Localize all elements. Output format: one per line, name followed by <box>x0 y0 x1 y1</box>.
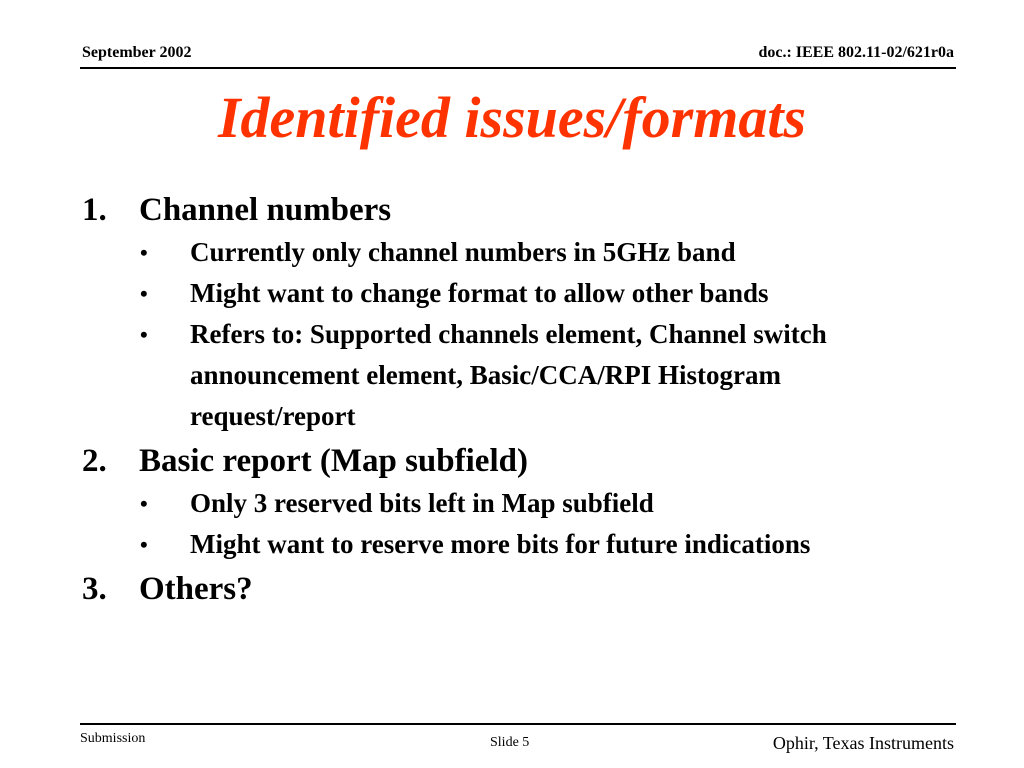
item-text: Channel numbers <box>139 192 392 228</box>
bullet-item <box>140 273 962 314</box>
bullet-item <box>140 524 962 565</box>
bullet-text: Refers to: Supported channels element, Channel switch announcement element, Basic/CCA/RPI Histogram request/report <box>190 319 827 431</box>
numbered-item <box>82 439 962 483</box>
bullet-icon: • <box>140 240 148 265</box>
numbered-item <box>82 188 962 232</box>
bullet-icon: • <box>140 322 148 347</box>
slide-title: Identified issues/formats <box>217 85 807 150</box>
bullet-item <box>140 232 962 273</box>
bullet-text: Only 3 reserved bits left in Map subfield <box>190 488 654 518</box>
bullet-item <box>140 314 962 437</box>
header-divider <box>80 67 956 69</box>
bullet-icon: • <box>140 532 148 557</box>
footer-divider <box>80 723 956 725</box>
footer-slide-number: Slide 5 <box>490 735 530 750</box>
item-text: Basic report (Map subfield) <box>139 443 528 479</box>
slide-content <box>82 188 962 611</box>
bullet-icon: • <box>140 281 148 306</box>
header-doc-id: doc.: IEEE 802.11-02/621r0a <box>758 44 954 61</box>
bullet-text: Might want to reserve more bits for future indications <box>190 529 811 559</box>
bullet-text: Currently only channel numbers in 5GHz band <box>190 237 736 267</box>
numbered-item <box>82 567 962 611</box>
item-number: 3. <box>82 571 107 607</box>
item-text: Others? <box>139 571 253 607</box>
bullet-text: Might want to change format to allow other bands <box>190 278 769 308</box>
header-date: September 2002 <box>82 44 192 61</box>
footer-submission: Submission <box>80 731 146 746</box>
item-number: 1. <box>82 192 107 228</box>
footer-author: Ophir, Texas Instruments <box>772 733 954 753</box>
bullet-item <box>140 483 962 524</box>
item-number: 2. <box>82 443 107 479</box>
bullet-icon: • <box>140 491 148 516</box>
